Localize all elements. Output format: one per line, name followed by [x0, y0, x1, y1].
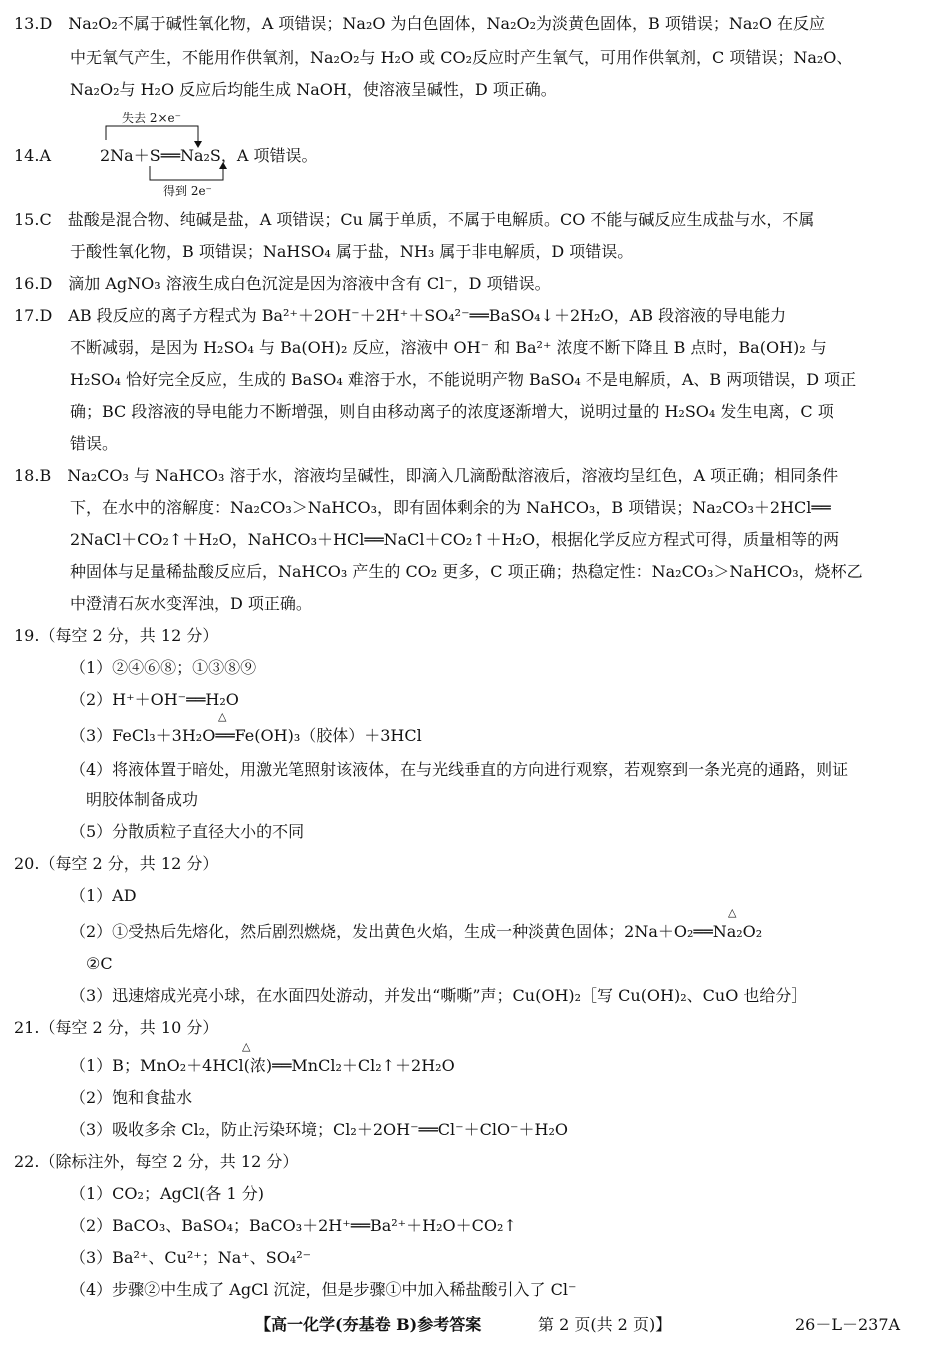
text-line: 15.C 盐酸是混合物、纯碱是盐，A 项错误；Cu 属于单质，不属于电解质。CO 不能与碱反应生成盐与水，不属 — [14, 210, 815, 229]
text-line: 17.D AB 段反应的离子方程式为 Ba²⁺＋2OH⁻＋2H⁺＋SO₄²⁻══BaSO₄↓＋2H₂O，AB 段溶液的导电能力 — [14, 306, 787, 325]
q14-equation: 2Na＋S══Na₂S，A 项错误。 — [100, 146, 318, 165]
answer-line: （3）吸收多余 Cl₂，防止污染环境；Cl₂＋2OH⁻══Cl⁻＋ClO⁻＋H₂O — [70, 1120, 568, 1139]
answer-line: 明胶体制备成功 — [86, 790, 199, 809]
answer-line: （5）分散质粒子直径大小的不同 — [70, 822, 305, 841]
section-heading: 19.（每空 2 分，共 12 分） — [14, 626, 219, 645]
answer-line: （1）②④⑥⑧；①③⑧⑨ — [70, 658, 257, 677]
answer-line: （4）将液体置于暗处，用激光笔照射该液体，在与光线垂直的方向进行观察，若观察到一条光亮的通路，则证 — [70, 760, 849, 779]
text-line: 错误。 — [70, 434, 119, 453]
footer-title: 【高一化学(夯基卷 B)参考答案 — [255, 1315, 482, 1334]
text-line: 确；BC 段溶液的导电能力不断增强，则自由移动离子的浓度逐渐增大，说明过量的 H₂SO₄ 发生电离，C 项 — [70, 402, 834, 421]
gain-electron-bracket — [150, 164, 223, 180]
heat-symbol: △ — [218, 710, 227, 723]
answer-line: （1）AD — [70, 886, 137, 905]
text-line: 于酸性氧化物，B 项错误；NaHSO₄ 属于盐，NH₃ 属于非电解质，D 项错误。 — [70, 242, 634, 261]
text-line: 中无氧气产生，不能用作供氧剂，Na₂O₂与 H₂O 或 CO₂反应时产生氧气，可用作供氧剂，C 项错误；Na₂O、 — [70, 48, 853, 67]
text-line: H₂SO₄ 恰好完全反应，生成的 BaSO₄ 难溶于水，不能说明产物 BaSO₄ 不是电解质，A、B 两项错误，D 项正 — [70, 370, 857, 389]
text-line: 13.D Na₂O₂不属于碱性氧化物，A 项错误；Na₂O 为白色固体，Na₂O₂为淡黄色固体，B 项错误；Na₂O 在反应 — [14, 14, 826, 33]
answer-line: （1）B；MnO₂＋4HCl(浓)══MnCl₂＋Cl₂↑＋2H₂O — [70, 1056, 455, 1075]
answer-line: （4）步骤②中生成了 AgCl 沉淀，但是步骤①中加入稀盐酸引入了 Cl⁻ — [70, 1280, 577, 1299]
answer-line: （3）迅速熔成光亮小球，在水面四处游动，并发出“嘶嘶”声；Cu(OH)₂［写 Cu(OH)₂、CuO 也给分］ — [70, 986, 808, 1005]
text-line: 不断减弱，是因为 H₂SO₄ 与 Ba(OH)₂ 反应，溶液中 OH⁻ 和 Ba²⁺ 浓度不断下降且 B 点时，Ba(OH)₂ 与 — [70, 338, 827, 357]
answer-line: （2）饱和食盐水 — [70, 1088, 193, 1107]
section-heading: 22.（除标注外，每空 2 分，共 12 分） — [14, 1152, 299, 1171]
lose-electron-bracket — [106, 126, 198, 146]
text-line: 中澄清石灰水变浑浊，D 项正确。 — [70, 594, 312, 613]
text-line: 2NaCl＋CO₂↑＋H₂O，NaHCO₃＋HCl══NaCl＋CO₂↑＋H₂O，根据化学反应方程式可得，质量相等的两 — [70, 530, 840, 549]
text-line: 种固体与足量稀盐酸反应后，NaHCO₃ 产生的 CO₂ 更多，C 项正确；热稳定性：Na₂CO₃＞NaHCO₃，烧杯乙 — [70, 562, 863, 581]
answer-line: （3）Ba²⁺、Cu²⁺；Na⁺、SO₄²⁻ — [70, 1248, 312, 1267]
text-line: Na₂O₂与 H₂O 反应后均能生成 NaOH，使溶液呈碱性，D 项正确。 — [70, 80, 557, 99]
text-line: 18.B Na₂CO₃ 与 NaHCO₃ 溶于水，溶液均呈碱性，即滴入几滴酚酞溶液后，溶液均呈红色，A 项正确；相同条件 — [14, 466, 839, 485]
heat-symbol: △ — [242, 1040, 251, 1053]
answer-line: （2）H⁺＋OH⁻══H₂O — [70, 690, 239, 709]
text-line: 16.D 滴加 AgNO₃ 溶液生成白色沉淀是因为溶液中含有 Cl⁻，D 项错误。 — [14, 274, 551, 293]
heat-symbol: △ — [728, 906, 737, 919]
section-heading: 20.（每空 2 分，共 12 分） — [14, 854, 219, 873]
page-footer — [0, 1312, 950, 1336]
answer-line: ②C — [86, 954, 113, 973]
lose-electron-label: 失去 2×e⁻ — [122, 111, 181, 125]
gain-electron-label: 得到 2e⁻ — [163, 184, 212, 198]
footer-page-number: 第 2 页(共 2 页)】 — [538, 1315, 672, 1334]
question-number: 14.A — [14, 146, 51, 165]
footer-code: 26－L－237A — [795, 1315, 901, 1334]
answer-line: （2）BaCO₃、BaSO₄；BaCO₃＋2H⁺══Ba²⁺＋H₂O＋CO₂↑ — [70, 1216, 517, 1235]
answer-line: （1）CO₂；AgCl(各 1 分) — [70, 1184, 264, 1203]
section-heading: 21.（每空 2 分，共 10 分） — [14, 1018, 219, 1037]
answer-line: （2）①受热后先熔化，然后剧烈燃烧，发出黄色火焰，生成一种淡黄色固体；2Na＋O₂══Na₂O₂ — [70, 922, 763, 941]
text-line: 下，在水中的溶解度：Na₂CO₃＞NaHCO₃，即有固体剩余的为 NaHCO₃，B 项错误；Na₂CO₃＋2HCl══ — [70, 498, 831, 517]
answer-line: （3）FeCl₃＋3H₂O══Fe(OH)₃（胶体）＋3HCl — [70, 726, 422, 745]
